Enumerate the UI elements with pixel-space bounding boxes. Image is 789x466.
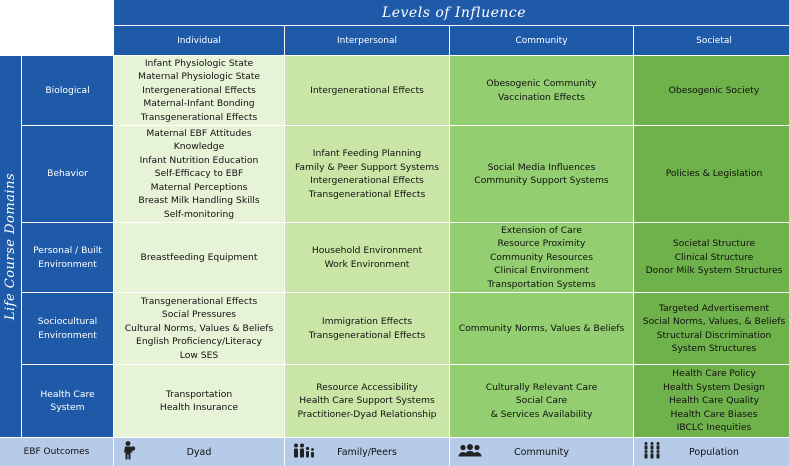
list-item: Self-Efficacy to EBF [154,168,244,180]
cell-biological-individual [114,56,284,125]
cell-behavior-community [450,126,633,222]
column-header-societal: Societal [634,26,789,55]
row-label-line: System [50,402,85,413]
row-label-line: Environment [38,329,97,341]
list-item: Transgenerational Effects [308,329,426,341]
outcome-label: Community [514,446,569,458]
outcome-label: Family/Peers [337,446,397,458]
cell-health-care-interpersonal [285,365,449,437]
row-label-line: Personal / Built [33,245,102,256]
list-item: Community Norms, Values & Beliefs [458,322,625,334]
cell-behavior-societal [634,126,789,222]
cell-biological-interpersonal [285,56,449,125]
list-item: Targeted Advertisement [658,302,770,314]
list-item: Transgenerational Effects [308,188,426,200]
list-item: Practitioner-Dyad Relationship [297,408,437,420]
row-header-health-care-system [22,365,113,437]
list-item: Health Insurance [159,402,239,413]
row-header-behavior [22,126,113,222]
list-item: Resource Proximity [497,238,586,250]
list-item: Social Media Influences [487,161,596,173]
cell-sociocultural-individual [114,293,284,364]
dyad-icon [122,441,136,464]
list-item: Cultural Norms, Values & Beliefs [124,322,274,334]
list-item: Obesogenic Society [668,84,760,96]
list-item: Health System Design [663,381,765,393]
outcome-family-peers [285,438,449,466]
cell-biological-community [450,56,633,125]
cell-health-care-societal [634,365,789,437]
levels-of-influence-title: Levels of Influence [114,0,789,25]
row-label-line: Sociocultural [37,316,98,327]
column-header-community: Community [450,26,633,55]
list-item: Transportation [165,388,233,400]
list-item: Health Care Biases [670,408,758,420]
cell-sociocultural-interpersonal [285,293,449,364]
list-item: Self-monitoring [163,208,235,220]
column-header-interpersonal: Interpersonal [285,26,449,55]
cell-sociocultural-community [450,293,633,364]
outcome-label: Population [689,446,739,458]
list-item: Culturally Relevant Care [485,381,598,393]
list-item: IBCLC Inequities [676,422,752,434]
list-item: Knowledge [173,141,225,153]
population-icon [642,441,662,464]
list-item: Social Care [515,395,568,407]
list-item: Breastfeeding Equipment [140,251,258,263]
outcome-dyad [114,438,284,466]
list-item: Health Care Support Systems [299,395,435,407]
cell-personal-built-individual [114,223,284,292]
list-item: Structural Discrimination [656,329,772,341]
row-label-line: Behavior [47,168,88,180]
list-item: Social Pressures [161,309,237,321]
list-item: Donor Milk System Structures [645,265,783,277]
list-item: Infant Nutrition Education [139,154,259,166]
list-item: Social Norms, Values, & Beliefs [642,316,786,327]
list-item: Maternal Physiologic State [138,71,260,83]
cell-sociocultural-societal [634,293,789,364]
list-item: Maternal EBF Attitudes [146,127,252,139]
list-item: Community Support Systems [474,175,609,186]
list-item: Community Resources [489,251,593,263]
list-item: Clinical Environment [494,265,589,277]
cell-personal-built-societal [634,223,789,292]
life-course-domains-title [0,56,21,437]
list-item: Clinical Structure [674,251,754,263]
list-item: Health Care Policy [672,368,756,380]
family-icon [293,443,315,462]
list-item: Low SES [179,349,219,361]
list-item: English Proficiency/Literacy [136,336,262,348]
corner-blank [0,0,113,55]
list-item: Immigration Effects [321,316,413,327]
list-item: Transgenerational Effects [140,295,258,307]
cell-biological-societal [634,56,789,125]
list-item: Vaccination Effects [497,91,586,103]
list-item: Policies & Legislation [665,168,763,180]
list-item: Societal Structure [672,238,756,250]
life-course-domains-label: Life Course Domains [3,172,19,321]
outcome-label: Dyad [186,446,212,458]
row-label-line: Health Care [40,388,95,400]
community-icon [458,444,482,461]
list-item: Maternal-Infant Bonding [143,98,255,110]
cell-health-care-individual [114,365,284,437]
list-item: Breast Milk Handling Skills [138,195,260,207]
list-item: Family & Peer Support Systems [294,161,440,173]
row-label-line: Biological [45,84,90,96]
list-item: Intergenerational Effects [310,84,424,96]
list-item: Work Environment [324,258,410,270]
list-item: & Services Availability [490,408,593,420]
cell-personal-built-interpersonal [285,223,449,292]
row-header-sociocultural-environment [22,293,113,364]
list-item: Transportation Systems [487,278,596,290]
list-item: Intergenerational Effects [142,84,256,96]
list-item: Infant Feeding Planning [312,148,422,159]
outcome-community [450,438,633,466]
list-item: Transgenerational Effects [140,111,258,123]
row-header-biological [22,56,113,125]
row-label-line: Environment [38,258,97,270]
cell-behavior-interpersonal [285,126,449,222]
list-item: Maternal Perceptions [150,181,248,193]
list-item: Infant Physiologic State [144,57,254,69]
list-item: Health Care Quality [668,395,760,407]
row-header-personal-built-environment [22,223,113,292]
list-item: Obesogenic Community [486,78,597,89]
cell-health-care-community [450,365,633,437]
list-item: Household Environment [311,245,423,256]
list-item: Extension of Care [500,224,583,236]
list-item: Intergenerational Effects [310,175,424,186]
cell-personal-built-community [450,223,633,292]
list-item: System Structures [671,343,757,354]
outcome-population [634,438,789,466]
list-item: Resource Accessibility [316,381,418,393]
column-header-individual: Individual [114,26,284,55]
ebf-outcomes-label: EBF Outcomes [0,438,113,466]
cell-behavior-individual [114,126,284,222]
